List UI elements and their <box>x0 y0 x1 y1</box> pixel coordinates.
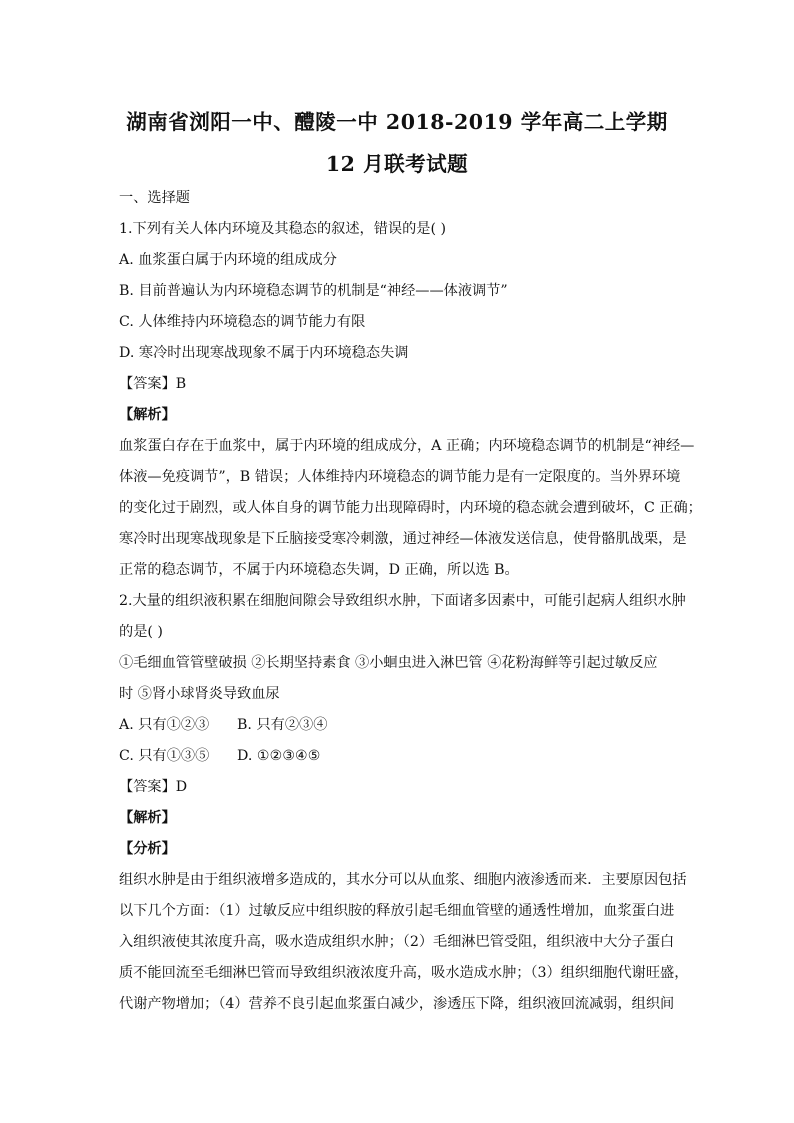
q2-fenxi-label: 【分析】 <box>119 841 176 857</box>
q1-option-b: B. 目前普遍认为内环境稳态调节的机制是“神经——体液调节” <box>119 283 508 299</box>
q2-factors-line: 时 ⑤肾小球肾炎导致血尿 <box>119 686 280 702</box>
q2-stem-line: 2.大量的组织液积累在细胞间隙会导致组织水肿，下面诸多因素中，可能引起病人组织水肿 <box>119 593 686 609</box>
q2-analysis-line: 代谢产物增加；（4）营养不良引起血浆蛋白减少，渗透压下降，组织液回流减弱，组织间 <box>119 996 675 1012</box>
q2-analysis-line: 质不能回流至毛细淋巴管而导致组织液浓度升高，吸水造成水肿；（3）组织细胞代谢旺盛， <box>119 965 689 981</box>
q1-stem: 1.下列有关人体内环境及其稳态的叙述，错误的是( ) <box>119 221 447 237</box>
q2-option-a: A. 只有①②③ <box>119 717 210 733</box>
section-heading: 一、选择题 <box>119 190 190 206</box>
q1-option-c: C. 人体维持内环境稳态的调节能力有限 <box>119 314 366 330</box>
q2-factors-line: ①毛细血管管壁破损 ②长期坚持素食 ③小蛔虫进入淋巴管 ④花粉海鲜等引起过敏反应 <box>119 655 658 671</box>
q1-option-d: D. 寒冷时出现寒战现象不属于内环境稳态失调 <box>119 345 409 361</box>
q2-analysis-line: 入组织液使其浓度升高，吸水造成组织水肿；（2）毛细淋巴管受阻，组织液中大分子蛋白 <box>119 934 675 950</box>
q2-stem-line: 的是( ) <box>119 624 163 640</box>
document-title-line1: 湖南省浏阳一中、醴陵一中 2018-2019 学年高二上学期 <box>126 110 668 134</box>
q1-analysis-line: 血浆蛋白存在于血浆中，属于内环境的组成成分，A 正确；内环境稳态调节的机制是“神经— <box>119 438 695 454</box>
q1-analysis-line: 体液—免疫调节”，B 错误；人体维持内环境稳态的调节能力是有一定限度的。当外界环境 <box>119 469 681 485</box>
q1-analysis-line: 的变化过于剧烈，或人体自身的调节能力出现障碍时，内环境的稳态就会遭到破坏，C 正确； <box>119 500 702 516</box>
q2-answer: 【答案】D <box>119 779 188 795</box>
q1-analysis-line: 寒冷时出现寒战现象是下丘脑接受寒冷刺激，通过神经—体液发送信息，使骨骼肌战栗，是 <box>119 531 687 547</box>
q1-analysis-line: 正常的稳态调节，不属于内环境稳态失调，D 正确，所以选 B。 <box>119 562 519 578</box>
q2-option-b: B. 只有②③④ <box>237 717 328 733</box>
document-title-line2: 12 月联考试题 <box>325 152 469 176</box>
q1-option-a: A. 血浆蛋白属于内环境的组成成分 <box>119 252 337 268</box>
q2-analysis-label: 【解析】 <box>119 810 176 826</box>
q2-option-c: C. 只有①③⑤ <box>119 748 210 764</box>
q2-option-d: D. ①②③④⑤ <box>237 748 321 764</box>
q2-analysis-line: 以下几个方面：（1）过敏反应中组织胺的释放引起毛细血管壁的通透性增加，血浆蛋白进 <box>119 903 675 919</box>
q1-answer: 【答案】B <box>119 376 187 392</box>
q2-analysis-line: 组织水肿是由于组织液增多造成的，其水分可以从血浆、细胞内液渗透而来．主要原因包括 <box>119 872 687 888</box>
q1-analysis-label: 【解析】 <box>119 407 176 423</box>
